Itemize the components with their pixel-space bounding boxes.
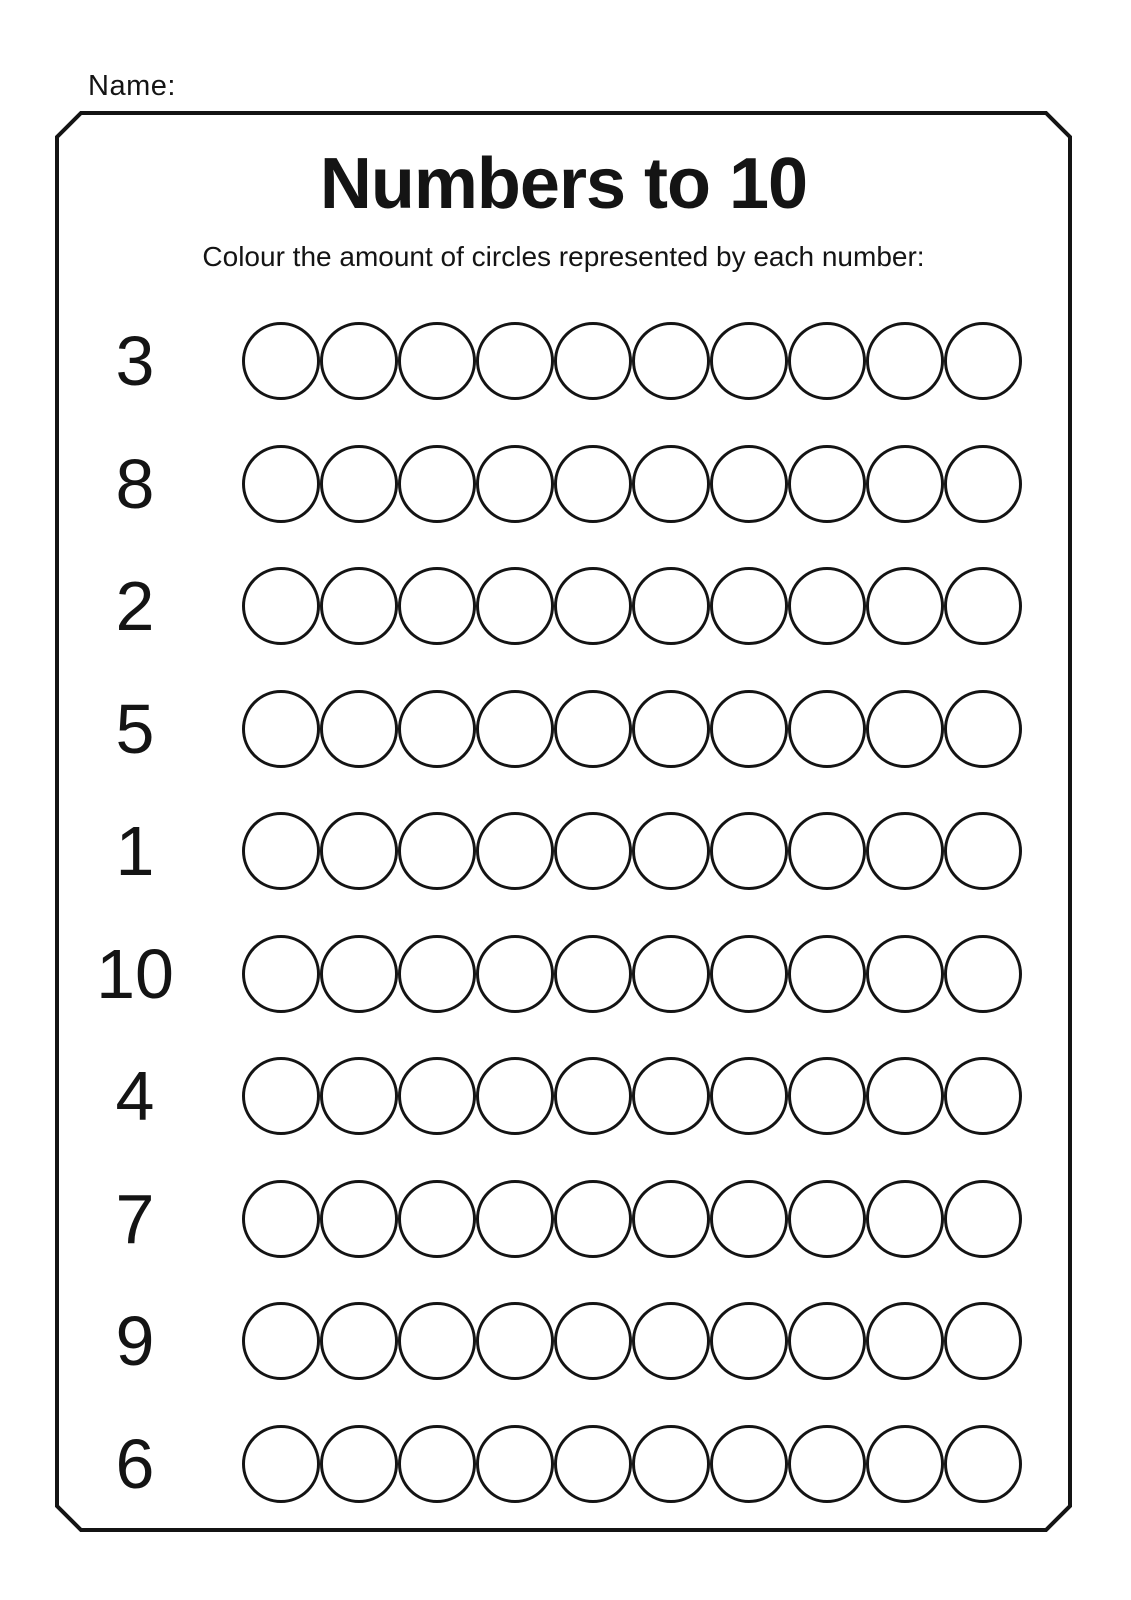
colour-circle[interactable]	[710, 567, 788, 645]
colour-circle[interactable]	[320, 1425, 398, 1503]
colour-circle[interactable]	[242, 322, 320, 400]
colour-circle[interactable]	[242, 445, 320, 523]
colour-circle[interactable]	[320, 690, 398, 768]
number-row	[0, 935, 1131, 1013]
colour-circle[interactable]	[242, 1425, 320, 1503]
colour-circle[interactable]	[554, 812, 632, 890]
circles-group	[242, 322, 1022, 400]
colour-circle[interactable]	[788, 690, 866, 768]
circles-group	[242, 567, 1022, 645]
colour-circle[interactable]	[866, 1057, 944, 1135]
colour-circle[interactable]	[242, 935, 320, 1013]
number-row	[0, 567, 1131, 645]
colour-circle[interactable]	[788, 1180, 866, 1258]
colour-circle[interactable]	[788, 322, 866, 400]
colour-circle[interactable]	[632, 690, 710, 768]
number-row	[0, 1180, 1131, 1258]
name-label: Name:	[88, 70, 176, 102]
colour-circle[interactable]	[866, 690, 944, 768]
colour-circle[interactable]	[476, 567, 554, 645]
colour-circle[interactable]	[710, 1425, 788, 1503]
colour-circle[interactable]	[944, 567, 1022, 645]
colour-circle[interactable]	[632, 1425, 710, 1503]
colour-circle[interactable]	[320, 445, 398, 523]
colour-circle[interactable]	[632, 812, 710, 890]
colour-circle[interactable]	[944, 1180, 1022, 1258]
colour-circle[interactable]	[788, 567, 866, 645]
colour-circle[interactable]	[944, 1425, 1022, 1503]
colour-circle[interactable]	[788, 935, 866, 1013]
row-number-label: 1	[115, 812, 155, 891]
colour-circle[interactable]	[242, 1057, 320, 1135]
colour-circle[interactable]	[320, 812, 398, 890]
row-number-label: 6	[115, 1424, 155, 1503]
colour-circle[interactable]	[788, 1057, 866, 1135]
colour-circle[interactable]	[398, 1425, 476, 1503]
circles-group	[242, 1057, 1022, 1135]
colour-circle[interactable]	[554, 1425, 632, 1503]
row-number-label: 7	[115, 1179, 155, 1258]
colour-circle[interactable]	[710, 1180, 788, 1258]
colour-circle[interactable]	[788, 1425, 866, 1503]
row-number-label: 5	[115, 689, 155, 768]
colour-circle[interactable]	[866, 1302, 944, 1380]
colour-circle[interactable]	[476, 1425, 554, 1503]
colour-circle[interactable]	[398, 567, 476, 645]
worksheet-title: Numbers to 10	[319, 144, 808, 224]
colour-circle[interactable]	[788, 812, 866, 890]
colour-circle[interactable]	[554, 1180, 632, 1258]
colour-circle[interactable]	[398, 935, 476, 1013]
colour-circle[interactable]	[944, 322, 1022, 400]
colour-circle[interactable]	[242, 690, 320, 768]
colour-circle[interactable]	[788, 445, 866, 523]
colour-circle[interactable]	[710, 812, 788, 890]
number-row	[0, 322, 1131, 400]
colour-circle[interactable]	[866, 1425, 944, 1503]
colour-circle[interactable]	[398, 690, 476, 768]
colour-circle[interactable]	[788, 1302, 866, 1380]
colour-circle[interactable]	[320, 935, 398, 1013]
colour-circle[interactable]	[632, 445, 710, 523]
colour-circle[interactable]	[710, 322, 788, 400]
colour-circle[interactable]	[554, 567, 632, 645]
colour-circle[interactable]	[632, 1057, 710, 1135]
row-number-label: 8	[115, 444, 155, 523]
colour-circle[interactable]	[710, 935, 788, 1013]
colour-circle[interactable]	[242, 812, 320, 890]
colour-circle[interactable]	[476, 1057, 554, 1135]
colour-circle[interactable]	[632, 935, 710, 1013]
colour-circle[interactable]	[710, 445, 788, 523]
colour-circle[interactable]	[320, 1057, 398, 1135]
number-row	[0, 812, 1131, 890]
colour-circle[interactable]	[398, 445, 476, 523]
colour-circle[interactable]	[632, 1180, 710, 1258]
colour-circle[interactable]	[398, 1057, 476, 1135]
colour-circle[interactable]	[944, 935, 1022, 1013]
colour-circle[interactable]	[320, 1302, 398, 1380]
colour-circle[interactable]	[944, 812, 1022, 890]
number-row	[0, 690, 1131, 768]
number-row	[0, 1057, 1131, 1135]
colour-circle[interactable]	[632, 322, 710, 400]
colour-circle[interactable]	[554, 445, 632, 523]
colour-circle[interactable]	[398, 812, 476, 890]
colour-circle[interactable]	[398, 1302, 476, 1380]
number-row	[0, 445, 1131, 523]
circles-group	[242, 1425, 1022, 1503]
colour-circle[interactable]	[866, 935, 944, 1013]
circles-group	[242, 1302, 1022, 1380]
row-number-label: 9	[115, 1302, 155, 1381]
colour-circle[interactable]	[710, 1057, 788, 1135]
colour-circle[interactable]	[554, 690, 632, 768]
colour-circle[interactable]	[710, 1302, 788, 1380]
colour-circle[interactable]	[866, 567, 944, 645]
colour-circle[interactable]	[398, 322, 476, 400]
rows-container	[0, 322, 1131, 1503]
row-number-label: 2	[115, 567, 155, 646]
colour-circle[interactable]	[476, 935, 554, 1013]
colour-circle[interactable]	[242, 1180, 320, 1258]
colour-circle[interactable]	[866, 322, 944, 400]
colour-circle[interactable]	[476, 1302, 554, 1380]
row-number-label: 4	[115, 1057, 155, 1136]
colour-circle[interactable]	[554, 935, 632, 1013]
colour-circle[interactable]	[320, 322, 398, 400]
colour-circle[interactable]	[554, 1302, 632, 1380]
worksheet-instruction: Colour the amount of circles represented by each number:	[202, 241, 925, 272]
colour-circle[interactable]	[476, 1180, 554, 1258]
circles-group	[242, 812, 1022, 890]
colour-circle[interactable]	[944, 1302, 1022, 1380]
circles-group	[242, 690, 1022, 768]
colour-circle[interactable]	[476, 690, 554, 768]
number-row	[0, 1425, 1131, 1503]
colour-circle[interactable]	[632, 1302, 710, 1380]
colour-circle[interactable]	[866, 1180, 944, 1258]
colour-circle[interactable]	[944, 1057, 1022, 1135]
colour-circle[interactable]	[476, 445, 554, 523]
number-row	[0, 1302, 1131, 1380]
colour-circle[interactable]	[320, 567, 398, 645]
colour-circle[interactable]	[944, 445, 1022, 523]
circles-group	[242, 445, 1022, 523]
colour-circle[interactable]	[476, 812, 554, 890]
colour-circle[interactable]	[476, 322, 554, 400]
colour-circle[interactable]	[866, 445, 944, 523]
colour-circle[interactable]	[242, 567, 320, 645]
circles-group	[242, 935, 1022, 1013]
colour-circle[interactable]	[554, 1057, 632, 1135]
colour-circle[interactable]	[944, 690, 1022, 768]
colour-circle[interactable]	[554, 322, 632, 400]
colour-circle[interactable]	[242, 1302, 320, 1380]
colour-circle[interactable]	[398, 1180, 476, 1258]
colour-circle[interactable]	[632, 567, 710, 645]
colour-circle[interactable]	[320, 1180, 398, 1258]
circles-group	[242, 1180, 1022, 1258]
row-number-label: 10	[96, 934, 174, 1013]
colour-circle[interactable]	[710, 690, 788, 768]
colour-circle[interactable]	[866, 812, 944, 890]
row-number-label: 3	[115, 322, 155, 400]
